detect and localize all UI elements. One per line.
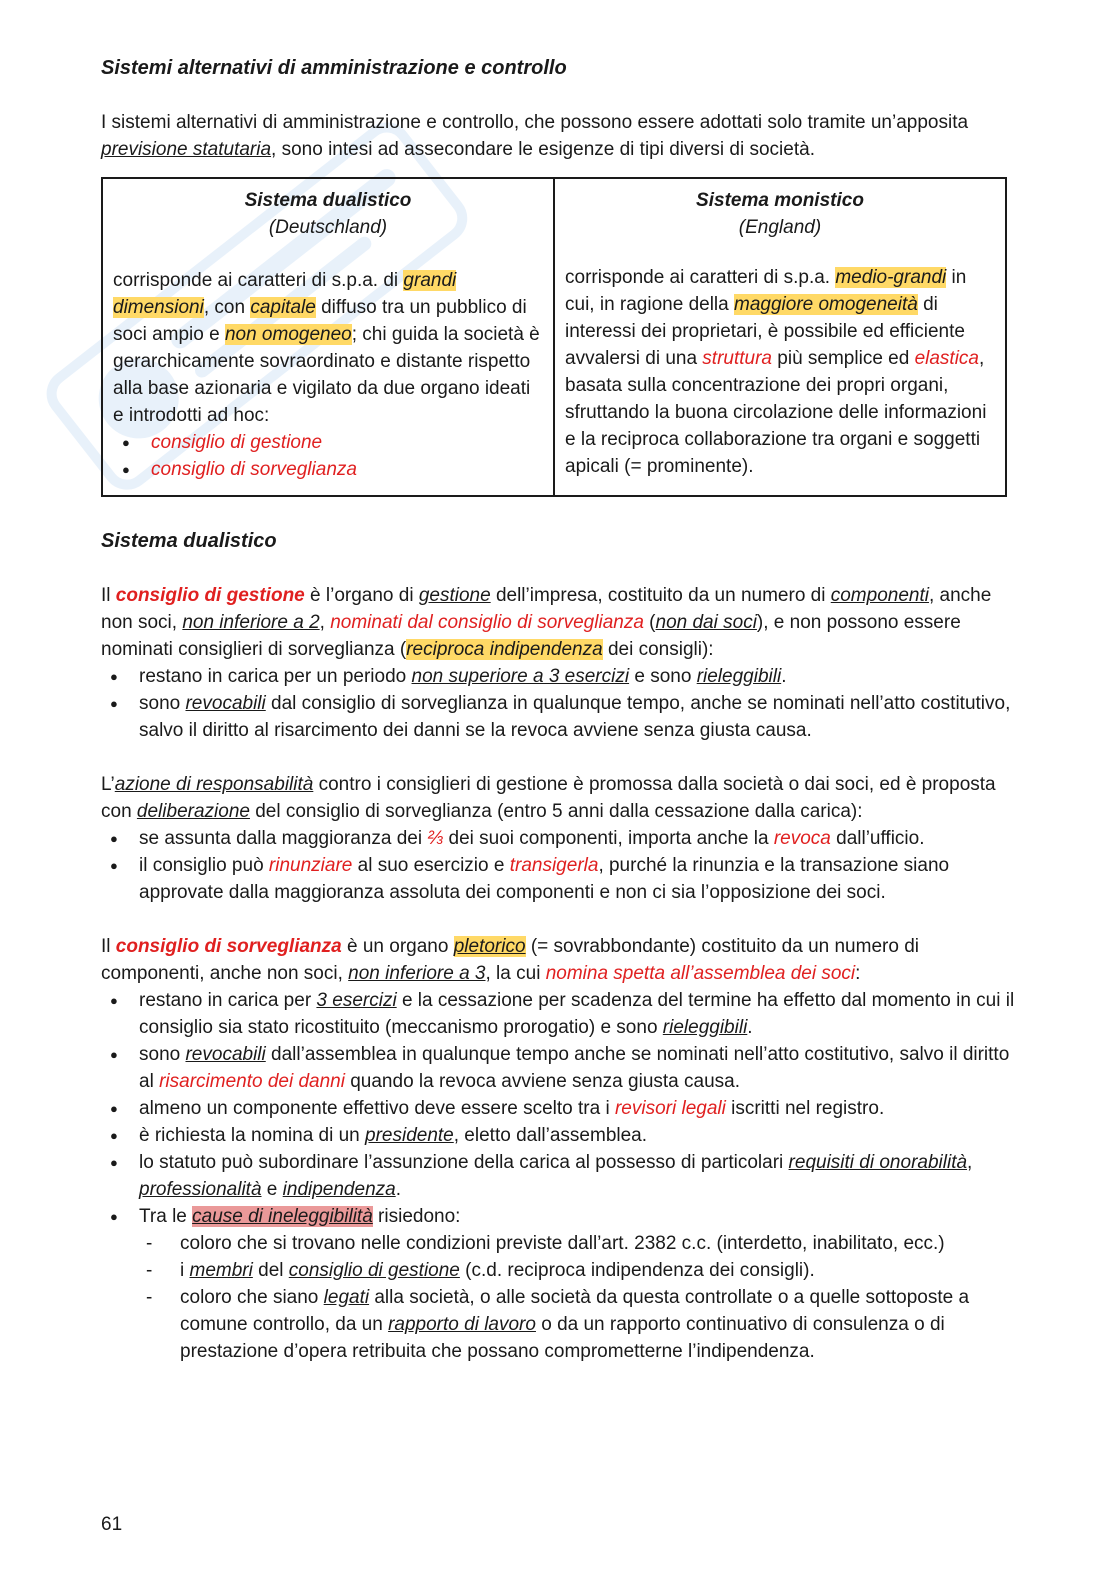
comparison-table <box>101 177 1007 497</box>
list-item: - coloro che si trovano nelle condizioni previste dall’art. 2382 c.c. (interdetto, inabilitato, ecc.) <box>139 1230 1021 1257</box>
list-item: ● è richiesta la nomina di un presidente, eletto dall’assemblea. <box>101 1122 1021 1149</box>
list-item: ● se assunta dalla maggioranza dei ⅔ dei suoi componenti, importa anche la revoca dall’ufficio. <box>101 825 1021 852</box>
list-item: - coloro che siano legati alla società, o alle società da questa controllate o a quelle sottoposte a comune controllo, da un rapporto di lavoro o da un rapporto continuativo di consulenza o di prestazione d’opera retribuita che possano comprometterne l’indipendenza. <box>139 1284 1021 1365</box>
table-cell-dualistic: Sistema dualistico (Deutschland) corrisponde ai caratteri di s.p.a. di grandi dimensioni, con capitale diffuso tra un pubblico di soci ampio e non omogeneo; chi guida la società è gerarchicamente sovraordinato e distante rispetto alla base azionaria e vigilato da due organo ideati e introdotti ad hoc: ● consiglio di gestione ● consiglio di sorveglianza <box>102 178 554 496</box>
bullet-list <box>101 825 1021 906</box>
list-item: ● lo statuto può subordinare l’assunzione della carica al possesso di particolari requisiti di onorabilità, professionalità e indipendenza. <box>101 1149 1021 1203</box>
column-subheading: (England) <box>738 217 822 238</box>
section-title: Sistema dualistico <box>101 530 277 552</box>
paragraph-consiglio-sorveglianza: Il consiglio di sorveglianza è un organo pletorico (= sovrabbondante) costituito da un numero di componenti, anche non soci, non inferiore a 3, la cui nomina spetta all’assemblea dei soci: <box>101 936 919 984</box>
list-item: ● il consiglio può rinunziare al suo esercizio e transigerla, purché la rinunzia e la transazione siano approvate dalla maggioranza assoluta dei componenti e non ci sia l’opposizione dei soci. <box>101 852 1021 906</box>
table-cell-monistic: Sistema monistico (England) corrisponde ai caratteri di s.p.a. medio-grandi in cui, in ragione della maggiore omogeneità di interessi dei proprietari, è possibile ed efficiente avvalersi di una struttura più semplice ed elastica, basata sulla concentrazione dei propri organi, sfruttando la buona circolazione delle informazioni e la reciproca collaborazione tra organi e soggetti apicali (= prominente). <box>554 178 1006 496</box>
list-item: ● Tra le cause di ineleggibilità risiedono: - coloro che si trovano nelle condizioni previste dall’art. 2382 c.c. (interdetto, inabilitato, ecc.) - i membri del consiglio di gestione (c.d. reciproca indipendenza dei consigli). - coloro che siano legati alla società, o alle società da questa controllate o a quelle sottoposte a comune controllo, da un rapporto di lavoro o da un rapporto continuativo di consulenza o di prestazione d’opera retribuita che possano comprometterne l’indipendenza. <box>101 1203 1021 1365</box>
paragraph-azione-responsabilita: L’azione di responsabilità contro i consiglieri di gestione è promossa dalla società o dai soci, ed è proposta con deliberazione del consiglio di sorveglianza (entro 5 anni dalla cessazione dalla carica): <box>101 774 996 822</box>
list-item: ● sono revocabili dal consiglio di sorveglianza in qualunque tempo, anche se nominati nell’atto costitutivo, salvo il diritto al risarcimento dei danni se la revoca avviene senza giusta causa. <box>101 690 1021 744</box>
list-item: ● sono revocabili dall’assemblea in qualunque tempo anche se nominati nell’atto costitutivo, salvo il diritto al risarcimento dei danni quando la revoca avviene senza giusta causa. <box>101 1041 1021 1095</box>
bullet-list <box>101 663 1021 744</box>
column-heading: Sistema dualistico <box>244 190 412 211</box>
list-item: ● restano in carica per 3 esercizi e la cessazione per scadenza del termine ha effetto dal momento in cui il consiglio sia stato ricostituito (meccanismo prorogatio) e sono rieleggibili. <box>101 987 1021 1041</box>
list-item: ● restano in carica per un periodo non superiore a 3 esercizi e sono rieleggibili. <box>101 663 1021 690</box>
paragraph-consiglio-gestione: Il consiglio di gestione è l’organo di gestione dell’impresa, costituito da un numero di componenti, anche non soci, non inferiore a 2, nominati dal consiglio di sorveglianza (non dai soci), e non possono essere nominati consiglieri di sorveglianza (reciproca indipendenza dei consigli): <box>101 585 992 660</box>
list-item: ● almeno un componente effettivo deve essere scelto tra i revisori legali iscritti nel registro. <box>101 1095 1021 1122</box>
page-title: Sistemi alternativi di amministrazione e controllo <box>101 57 567 79</box>
list-item: ● consiglio di sorveglianza <box>113 456 543 483</box>
list-item: - i membri del consiglio di gestione (c.d. reciproca indipendenza dei consigli). <box>139 1257 1021 1284</box>
page-number: 61 <box>101 1514 123 1535</box>
dash-list <box>139 1230 1021 1365</box>
document-content <box>101 54 1021 1365</box>
bullet-list <box>101 987 1021 1365</box>
intro-paragraph: I sistemi alternativi di amministrazione e controllo, che possono essere adottati solo tramite un’apposita previsione statutaria, sono intesi ad assecondare le esigenze di tipi diversi di società. <box>101 112 969 160</box>
column-heading: Sistema monistico <box>696 190 864 211</box>
list-item: ● consiglio di gestione <box>113 429 543 456</box>
column-subheading: (Deutschland) <box>268 217 388 238</box>
bullet-list <box>113 429 543 483</box>
